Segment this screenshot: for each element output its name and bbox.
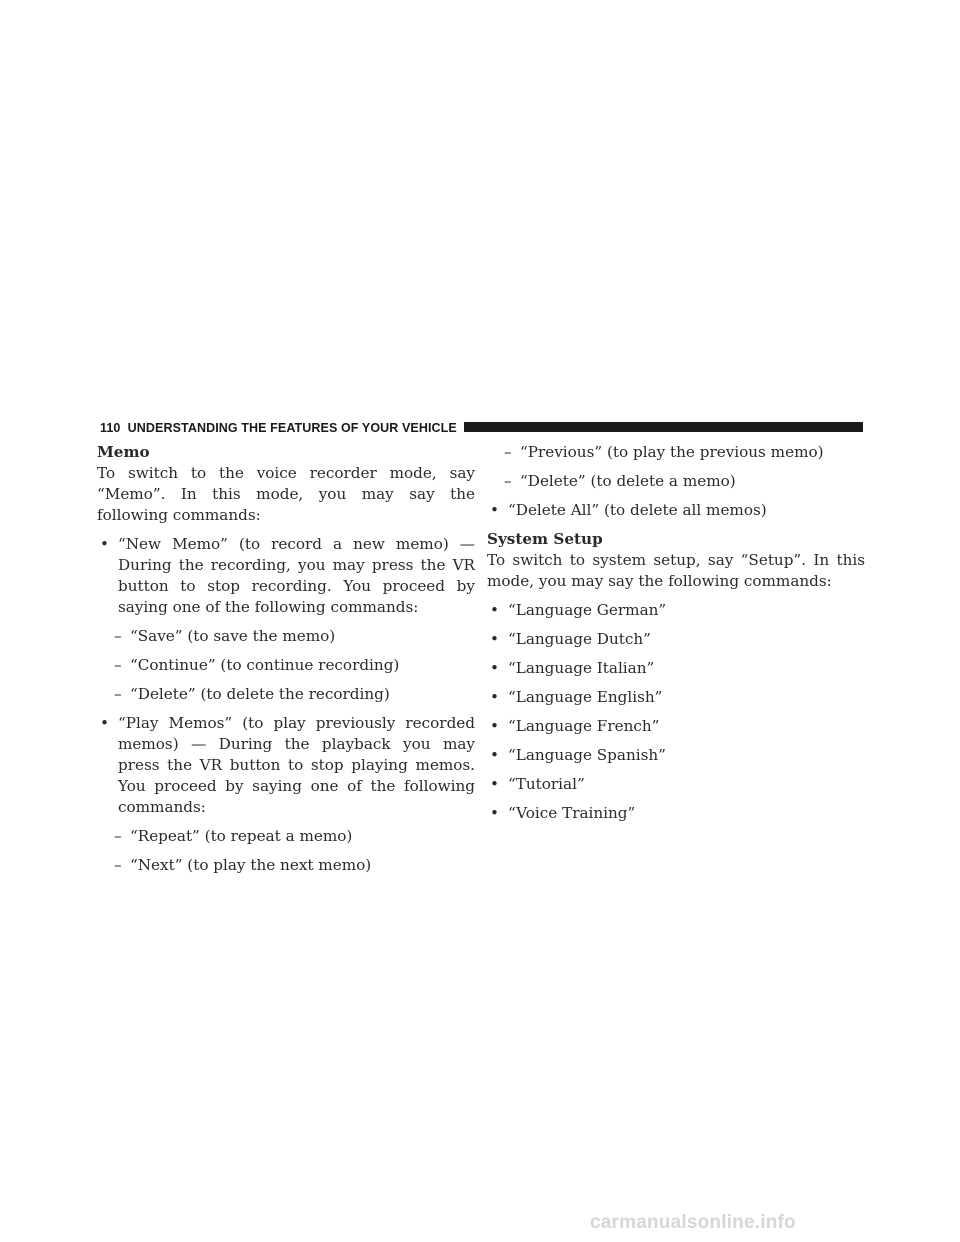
- header-text: [100, 420, 457, 436]
- bullet-icon: •: [100, 714, 109, 732]
- list-item: [487, 745, 865, 766]
- sub-item: [97, 655, 475, 676]
- bullet-text: “Language Dutch”: [508, 630, 651, 648]
- sub-item-text: “Repeat” (to repeat a memo): [130, 827, 353, 845]
- right-column: [487, 442, 865, 824]
- sub-item-text: “Delete” (to delete the recording): [130, 685, 390, 703]
- sub-item: [97, 684, 475, 705]
- bullet-icon: •: [490, 501, 499, 519]
- list-item: [487, 600, 865, 621]
- list-item: [487, 803, 865, 824]
- sub-item: [487, 471, 865, 492]
- dash-icon: –: [114, 627, 122, 645]
- sub-item: [487, 442, 865, 463]
- header-rule: [464, 422, 863, 432]
- chapter-title: UNDERSTANDING THE FEATURES OF YOUR VEHICLE: [127, 421, 457, 435]
- dash-icon: –: [504, 443, 512, 461]
- dash-icon: –: [114, 656, 122, 674]
- bullet-text: “Language Spanish”: [508, 746, 666, 764]
- dash-icon: –: [114, 827, 122, 845]
- page-header: [97, 418, 863, 438]
- bullet-text: “Delete All” (to delete all memos): [508, 501, 767, 519]
- list-item: [487, 629, 865, 650]
- bullet-icon: •: [490, 804, 499, 822]
- list-item: [487, 658, 865, 679]
- bullet-icon: •: [490, 746, 499, 764]
- list-item: [97, 713, 475, 818]
- list-item: [487, 687, 865, 708]
- sub-item-text: “Next” (to play the next memo): [130, 856, 372, 874]
- memo-intro: To switch to the voice recorder mode, say “Memo”. In this mode, you may say the following commands:: [97, 464, 475, 524]
- page-number: 110: [100, 421, 121, 435]
- list-item: [487, 500, 865, 521]
- dash-icon: –: [114, 685, 122, 703]
- dash-icon: –: [114, 856, 122, 874]
- sub-item-text: “Continue” (to continue recording): [130, 656, 400, 674]
- bullet-icon: •: [490, 601, 499, 619]
- list-item: [97, 534, 475, 618]
- bullet-text: “Language English”: [508, 688, 663, 706]
- sub-item-text: “Previous” (to play the previous memo): [520, 443, 824, 461]
- sub-item-text: “Save” (to save the memo): [130, 627, 336, 645]
- left-column: [97, 442, 475, 876]
- bullet-icon: •: [100, 535, 109, 553]
- watermark: carmanualsonline.info: [590, 1212, 796, 1233]
- bullet-text: “Tutorial”: [508, 775, 585, 793]
- dash-icon: –: [504, 472, 512, 490]
- bullet-text: “New Memo” (to record a new memo) — During the recording, you may press the VR button to stop recording. You proceed by saying one of the following commands:: [118, 535, 475, 616]
- bullet-icon: •: [490, 688, 499, 706]
- bullet-icon: •: [490, 717, 499, 735]
- sub-item: [97, 826, 475, 847]
- list-item: [487, 774, 865, 795]
- bullet-text: “Voice Training”: [508, 804, 636, 822]
- list-item: [487, 716, 865, 737]
- bullet-icon: •: [490, 775, 499, 793]
- bullet-icon: •: [490, 659, 499, 677]
- sub-item-text: “Delete” (to delete a memo): [520, 472, 736, 490]
- bullet-icon: •: [490, 630, 499, 648]
- system-setup-intro: To switch to system setup, say “Setup”. In this mode, you may say the following commands:: [487, 551, 865, 590]
- bullet-text: “Play Memos” (to play previously recorded memos) — During the playback you may press the VR button to stop playing memos. You proceed by saying one of the following commands:: [118, 714, 475, 816]
- sub-item: [97, 626, 475, 647]
- memo-heading: Memo: [97, 443, 150, 461]
- bullet-text: “Language German”: [508, 601, 667, 619]
- bullet-text: “Language Italian”: [508, 659, 655, 677]
- system-setup-heading: System Setup: [487, 530, 603, 548]
- sub-item: [97, 855, 475, 876]
- bullet-text: “Language French”: [508, 717, 660, 735]
